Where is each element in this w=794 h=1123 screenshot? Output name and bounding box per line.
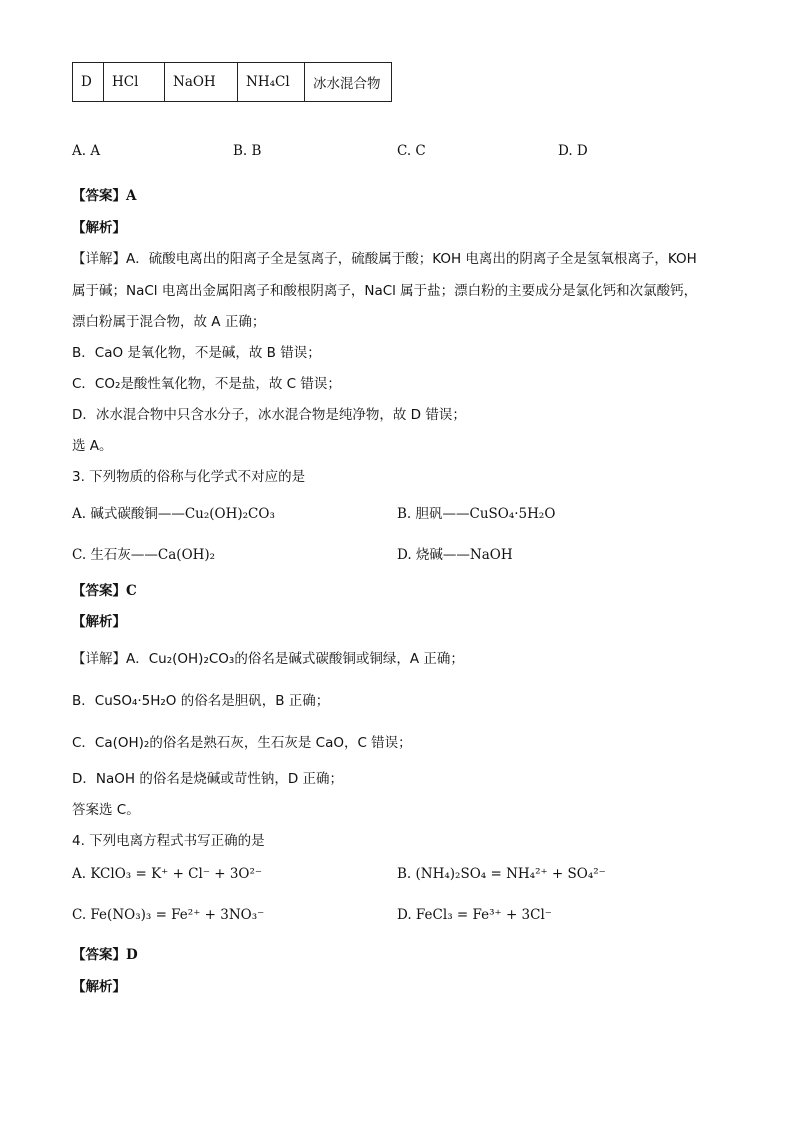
table-cell: NH₄Cl (238, 63, 305, 102)
detail-line: 【详解】A．硫酸电离出的阳离子全是氢离子，硫酸属于酸；KOH 电离出的阴离子全是氢氧根离子，KOH (72, 251, 697, 267)
detail-line: 【详解】A．Cu₂(OH)₂CO₃的俗名是碱式碳酸铜或铜绿，A 正确； (72, 651, 464, 667)
detail-line: B．CuSO₄·5H₂O 的俗名是胆矾，B 正确； (72, 693, 330, 709)
table-cell: 冰水混合物 (305, 63, 392, 102)
detail-line: 属于碱；NaCl 电离出金属阳离子和酸根阴离子，NaCl 属于盐；漂白粉的主要成分是氯化钙和次氯酸钙， (72, 283, 698, 299)
detail-line: B．CaO 是氧化物，不是碱，故 B 错误； (72, 345, 321, 361)
option-a: A. A (72, 143, 101, 159)
table-cell: D (73, 63, 104, 102)
detail-line: D．NaOH 的俗名是烧碱或苛性钠，D 正确； (72, 771, 344, 787)
option-c: C. 生石灰——Ca(OH)₂ (72, 547, 216, 563)
analysis-label: 【解析】 (72, 614, 126, 630)
option-d: D. D (558, 143, 588, 159)
option-d: D. 烧碱——NaOH (397, 547, 513, 563)
option-b: B. 胆矾——CuSO₄·5H₂O (397, 506, 556, 522)
analysis-label: 【解析】 (72, 220, 126, 236)
question-stem: 3. 下列物质的俗称与化学式不对应的是 (72, 469, 306, 485)
classification-table (72, 62, 392, 102)
answer-label: 【答案】C (72, 583, 137, 599)
table-cell: HCl (104, 63, 165, 102)
table-cell: NaOH (165, 63, 238, 102)
detail-line: 选 A。 (72, 438, 113, 454)
option-c: C. C (397, 143, 426, 159)
table-row (73, 63, 392, 102)
option-a: A. 碱式碳酸铜——Cu₂(OH)₂CO₃ (72, 506, 275, 522)
detail-line: C．CO₂是酸性氧化物，不是盐，故 C 错误； (72, 376, 341, 392)
option-b: B. B (233, 143, 262, 159)
option-c: C. Fe(NO₃)₃ = Fe²⁺ + 3NO₃⁻ (72, 907, 265, 923)
detail-line: 漂白粉属于混合物，故 A 正确； (72, 314, 266, 330)
option-d: D. FeCl₃ = Fe³⁺ + 3Cl⁻ (397, 907, 552, 923)
detail-line: D．冰水混合物中只含水分子，冰水混合物是纯净物，故 D 错误； (72, 407, 466, 423)
option-b: B. (NH₄)₂SO₄ = NH₄²⁺ + SO₄²⁻ (397, 866, 606, 882)
answer-label: 【答案】D (72, 947, 138, 963)
detail-line: 答案选 C。 (72, 802, 140, 818)
option-a: A. KClO₃ = K⁺ + Cl⁻ + 3O²⁻ (72, 866, 263, 882)
analysis-label: 【解析】 (72, 979, 126, 995)
question-stem: 4. 下列电离方程式书写正确的是 (72, 833, 265, 849)
detail-line: C．Ca(OH)₂的俗名是熟石灰，生石灰是 CaO，C 错误； (72, 735, 412, 751)
answer-label: 【答案】A (72, 188, 137, 204)
